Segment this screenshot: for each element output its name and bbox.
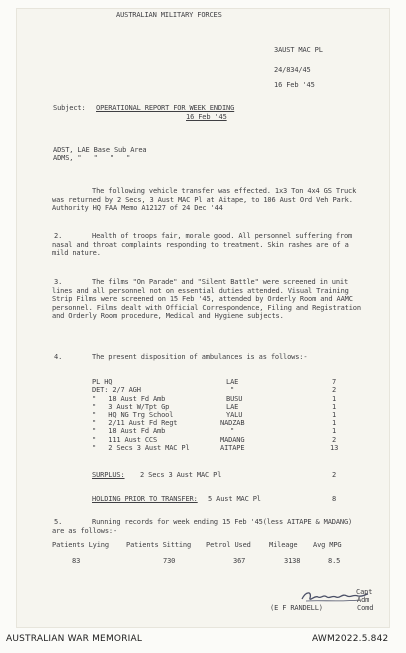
subject-label: Subject:	[53, 104, 86, 112]
row-quantity: 1	[332, 419, 337, 427]
surplus-text: 2 Secs 3 Aust MAC Pl	[140, 471, 222, 479]
paragraph-4: The present disposition of ambulances is as follows:-	[92, 353, 308, 361]
row-quantity: 1	[332, 395, 337, 403]
row-unit: " 111 Aust CCS	[92, 436, 158, 444]
row-location: BUSU	[226, 395, 243, 403]
paragraph-5-number: 5.	[54, 518, 63, 526]
paragraph-1: The following vehicle transfer was effected. 1x3 Ton 4x4 GS Truck was returned by 2 Secs, 3 Aust MAC Pl at Aitape, to 106 Aust Ord Veh Park. Authority HQ FAA Memo A12127 of 24 Dec '44	[52, 187, 357, 213]
addressee-2: ADMS, " " " "	[53, 154, 131, 162]
row-quantity: 1	[332, 411, 337, 419]
row-location: "	[230, 427, 235, 435]
header-mileage: Mileage	[269, 541, 298, 549]
row-quantity: 2	[332, 436, 337, 444]
report-date: 16 Feb '45	[274, 81, 315, 89]
value-patients-sitting: 730	[163, 557, 176, 565]
value-mileage: 3138	[284, 557, 301, 565]
holding-text: 5 Aust MAC Pl	[208, 495, 261, 503]
paragraph-4-number: 4.	[54, 353, 63, 361]
header-patients-sitting: Patients Sitting	[126, 541, 192, 549]
row-unit: " 2/11 Aust Fd Regt	[92, 419, 178, 427]
holding-quantity: 8	[332, 495, 337, 503]
paragraph-2-number: 2.	[54, 232, 63, 240]
header-avg-mpg: Avg MPG	[313, 541, 342, 549]
row-unit: " 2 Secs 3 Aust MAC Pl	[92, 444, 190, 452]
addressee-1: ADST, LAE Base Sub Area	[53, 146, 147, 154]
row-quantity: 1	[332, 427, 337, 435]
paragraph-3-number: 3.	[54, 278, 63, 286]
surplus-quantity: 2	[332, 471, 337, 479]
row-location: AITAPE	[220, 444, 245, 452]
row-location: YALU	[226, 411, 243, 419]
row-location: LAE	[226, 378, 239, 386]
archive-credit: AUSTRALIAN WAR MEMORIAL	[6, 634, 143, 644]
subject-title: OPERATIONAL REPORT FOR WEEK ENDING	[96, 104, 235, 112]
row-location: NADZAB	[220, 419, 245, 427]
row-quantity: 7	[332, 378, 337, 386]
row-quantity: 13	[330, 444, 339, 452]
row-unit: PL HQ	[92, 378, 113, 386]
row-unit: DET: 2/7 AGH	[92, 386, 141, 394]
value-patients-lying: 83	[72, 557, 81, 565]
typed-report-page	[16, 8, 390, 628]
row-unit: " 3 Aust W/Tpt Gp	[92, 403, 170, 411]
signatory-role-comd: Comd	[357, 604, 374, 612]
row-unit: " HQ NG Trg School	[92, 411, 174, 419]
row-location: MADANG	[220, 436, 245, 444]
row-unit: " 18 Aust Fd Amb	[92, 427, 166, 435]
reference-number: 24/834/45	[274, 66, 311, 74]
holding-label: HOLDING PRIOR TO TRANSFER:	[92, 495, 198, 503]
value-petrol-used: 367	[233, 557, 246, 565]
subject-date: 16 Feb '45	[186, 113, 227, 121]
row-location: LAE	[226, 403, 239, 411]
value-avg-mpg: 8.5	[328, 557, 341, 565]
header-patients-lying: Patients Lying	[52, 541, 109, 549]
paragraph-3: The films "On Parade" and "Silent Battle" were screened in unit lines and all personnel not on essential duties attended. Visual Training Strip Films were screened on 15 Feb '45, attended by Orderly Room and AAMC personnel. Films dealt with Official Correspondence, Filing and Registration and Orderly Room procedure, Medical and Hygiene subjects.	[52, 278, 361, 321]
paragraph-5: Running records for week ending 15 Feb '45(less AITAPE & MADANG) are as follows:-	[52, 518, 353, 535]
row-unit: " 18 Aust Fd Amb	[92, 395, 166, 403]
row-quantity: 1	[332, 403, 337, 411]
signatory-rank: Capt	[356, 588, 373, 596]
signatory-role-adm: Adm	[357, 596, 370, 604]
unit-name: 3AUST MAC PL	[274, 46, 323, 54]
paragraph-2: Health of troops fair, morale good. All personnel suffering from nasal and throat complaints responding to treatment. Skin rashes are of a mild nature.	[52, 232, 353, 258]
surplus-label: SURPLUS:	[92, 471, 125, 479]
org-heading: AUSTRALIAN MILITARY FORCES	[116, 11, 222, 19]
row-quantity: 2	[332, 386, 337, 394]
archive-catalogue-number: AWM2022.5.842	[312, 634, 389, 644]
header-petrol-used: Petrol Used	[206, 541, 251, 549]
row-location: "	[230, 386, 235, 394]
signatory-name: (E F RANDELL)	[270, 604, 323, 612]
